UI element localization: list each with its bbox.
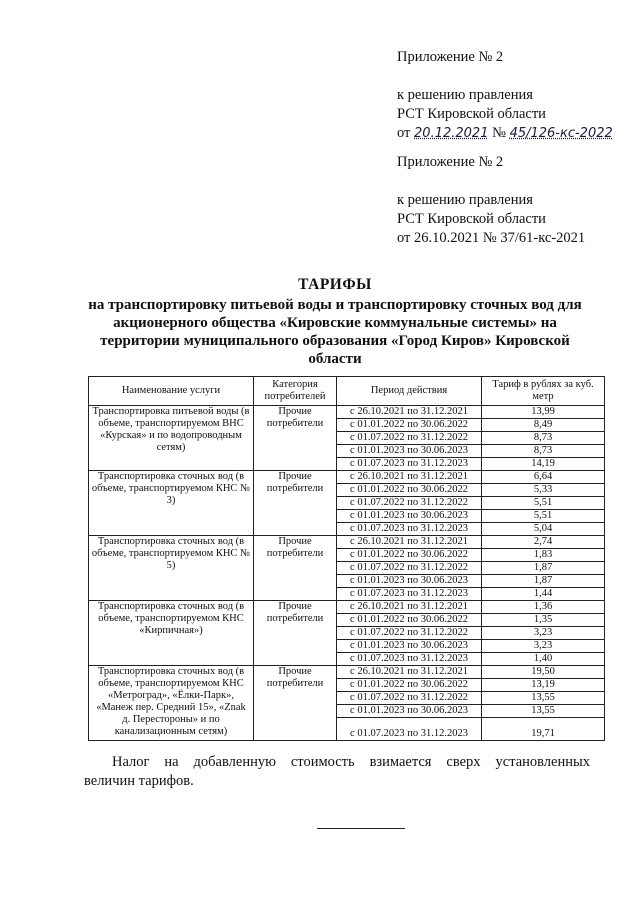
period-cell: с 26.10.2021 по 31.12.2021 bbox=[337, 471, 482, 484]
vat-note-line-2: величин тарифов. bbox=[84, 773, 194, 789]
tariff-cell: 5,04 bbox=[482, 523, 605, 536]
period-cell: с 01.07.2023 по 31.12.2023 bbox=[337, 523, 482, 536]
document-heading bbox=[80, 276, 590, 368]
header-tariff: Тариф в рублях за куб. метр bbox=[482, 377, 605, 406]
date-prefix: от bbox=[397, 125, 411, 141]
period-cell: с 26.10.2021 по 31.12.2021 bbox=[337, 406, 482, 419]
table-row bbox=[89, 601, 605, 614]
appendix-date-line: от 26.10.2021 № 37/61-кс-2021 bbox=[397, 230, 586, 246]
heading-line-4: области bbox=[308, 351, 362, 367]
period-cell: с 26.10.2021 по 31.12.2021 bbox=[337, 666, 482, 679]
tariff-cell: 14,19 bbox=[482, 458, 605, 471]
appendix-decision-line: к решению правления bbox=[397, 192, 533, 208]
period-cell: с 26.10.2021 по 31.12.2021 bbox=[337, 536, 482, 549]
vat-note-line-1: Налог на добавленную стоимость взимается сверх установленных bbox=[112, 754, 590, 770]
period-cell: с 01.01.2023 по 30.06.2023 bbox=[337, 640, 482, 653]
period-cell: с 01.07.2022 по 31.12.2022 bbox=[337, 497, 482, 510]
appendix-authority-line: РСТ Кировской области bbox=[397, 211, 546, 227]
tariff-cell: 5,51 bbox=[482, 497, 605, 510]
period-cell: с 01.07.2022 по 31.12.2022 bbox=[337, 692, 482, 705]
closing-rule bbox=[317, 828, 405, 829]
header-category: Категория потребителей bbox=[254, 377, 337, 406]
service-name-cell: Транспортировка сточных вод (в объеме, транспортируемом КНС «Кирпичная») bbox=[89, 601, 254, 666]
tariff-cell: 2,74 bbox=[482, 536, 605, 549]
heading-line-1: на транспортировку питьевой воды и транспортировку сточных вод для bbox=[88, 297, 582, 313]
period-cell: с 01.01.2022 по 30.06.2022 bbox=[337, 484, 482, 497]
service-name-cell: Транспортировка сточных вод (в объеме, транспортируемом КНС № 3) bbox=[89, 471, 254, 536]
heading-line-3: территории муниципального образования «Город Киров» Кировской bbox=[100, 333, 570, 349]
period-cell: с 01.07.2023 по 31.12.2023 bbox=[337, 588, 482, 601]
period-cell: с 01.07.2022 по 31.12.2022 bbox=[337, 562, 482, 575]
period-cell: с 01.01.2022 по 30.06.2022 bbox=[337, 614, 482, 627]
tariff-cell: 19,50 bbox=[482, 666, 605, 679]
category-cell: Прочие потребители bbox=[254, 601, 337, 666]
period-cell: с 01.01.2022 по 30.06.2022 bbox=[337, 419, 482, 432]
appendix-previous bbox=[397, 153, 585, 248]
tariff-cell: 1,87 bbox=[482, 575, 605, 588]
period-cell: с 01.07.2023 по 31.12.2023 bbox=[337, 653, 482, 666]
handwritten-date: 20.12.2021 bbox=[414, 126, 489, 141]
period-cell: с 01.01.2023 по 30.06.2023 bbox=[337, 575, 482, 588]
period-cell: с 01.07.2023 по 31.12.2023 bbox=[337, 718, 482, 741]
heading-title: ТАРИФЫ bbox=[298, 276, 372, 293]
appendix-title: Приложение № 2 bbox=[397, 49, 504, 65]
appendix-title: Приложение № 2 bbox=[397, 154, 504, 170]
category-cell: Прочие потребители bbox=[254, 406, 337, 471]
table-row bbox=[89, 536, 605, 549]
category-cell: Прочие потребители bbox=[254, 536, 337, 601]
tariff-cell: 1,87 bbox=[482, 562, 605, 575]
category-cell: Прочие потребители bbox=[254, 666, 337, 741]
table-header-row bbox=[89, 377, 605, 406]
tariff-table bbox=[88, 376, 605, 741]
table-row bbox=[89, 666, 605, 679]
appendix-current bbox=[397, 48, 613, 143]
tariff-cell: 5,51 bbox=[482, 510, 605, 523]
tariff-cell: 13,99 bbox=[482, 406, 605, 419]
tariff-cell: 13,19 bbox=[482, 679, 605, 692]
header-period: Период действия bbox=[337, 377, 482, 406]
period-cell: с 01.01.2022 по 30.06.2022 bbox=[337, 679, 482, 692]
appendix-date-line bbox=[397, 124, 613, 143]
service-name-cell: Транспортировка сточных вод (в объеме, транспортируемом КНС № 5) bbox=[89, 536, 254, 601]
tariff-cell: 1,44 bbox=[482, 588, 605, 601]
heading-line-2: акционерного общества «Кировские коммунальные системы» на bbox=[113, 315, 557, 331]
period-cell: с 01.01.2023 по 30.06.2023 bbox=[337, 705, 482, 718]
tariff-cell: 1,83 bbox=[482, 549, 605, 562]
tariff-cell: 3,23 bbox=[482, 640, 605, 653]
tariff-cell: 1,35 bbox=[482, 614, 605, 627]
tariff-cell: 13,55 bbox=[482, 705, 605, 718]
tariff-cell: 8,73 bbox=[482, 445, 605, 458]
tariff-cell: 13,55 bbox=[482, 692, 605, 705]
period-cell: с 01.01.2023 по 30.06.2023 bbox=[337, 510, 482, 523]
period-cell: с 01.07.2022 по 31.12.2022 bbox=[337, 627, 482, 640]
appendix-authority-line: РСТ Кировской области bbox=[397, 106, 546, 122]
tariff-cell: 5,33 bbox=[482, 484, 605, 497]
category-cell: Прочие потребители bbox=[254, 471, 337, 536]
tariff-cell: 3,23 bbox=[482, 627, 605, 640]
table-row bbox=[89, 406, 605, 419]
tariff-cell: 8,49 bbox=[482, 419, 605, 432]
header-service: Наименование услуги bbox=[89, 377, 254, 406]
table-row bbox=[89, 471, 605, 484]
appendix-decision-line: к решению правления bbox=[397, 87, 533, 103]
period-cell: с 26.10.2021 по 31.12.2021 bbox=[337, 601, 482, 614]
tariff-cell: 19,71 bbox=[482, 718, 605, 741]
tariff-cell: 1,40 bbox=[482, 653, 605, 666]
handwritten-number: 45/126-кс-2022 bbox=[509, 126, 613, 141]
period-cell: с 01.01.2022 по 30.06.2022 bbox=[337, 549, 482, 562]
vat-note bbox=[84, 753, 590, 791]
tariff-cell: 6,64 bbox=[482, 471, 605, 484]
service-name-cell: Транспортировка сточных вод (в объеме, транспортируемом КНС «Метроград», «Ёлки-Парк», «Манеж пер. Средний 15», «Znak д. Перестороны» и по канализационным сетям) bbox=[89, 666, 254, 741]
tariff-cell: 1,36 bbox=[482, 601, 605, 614]
tariff-cell: 8,73 bbox=[482, 432, 605, 445]
period-cell: с 01.01.2023 по 30.06.2023 bbox=[337, 445, 482, 458]
service-name-cell: Транспортировка питьевой воды (в объеме, транспортируемом ВНС «Курская» и по водопроводным сетям) bbox=[89, 406, 254, 471]
period-cell: с 01.07.2022 по 31.12.2022 bbox=[337, 432, 482, 445]
number-prefix: № bbox=[492, 125, 506, 141]
period-cell: с 01.07.2023 по 31.12.2023 bbox=[337, 458, 482, 471]
